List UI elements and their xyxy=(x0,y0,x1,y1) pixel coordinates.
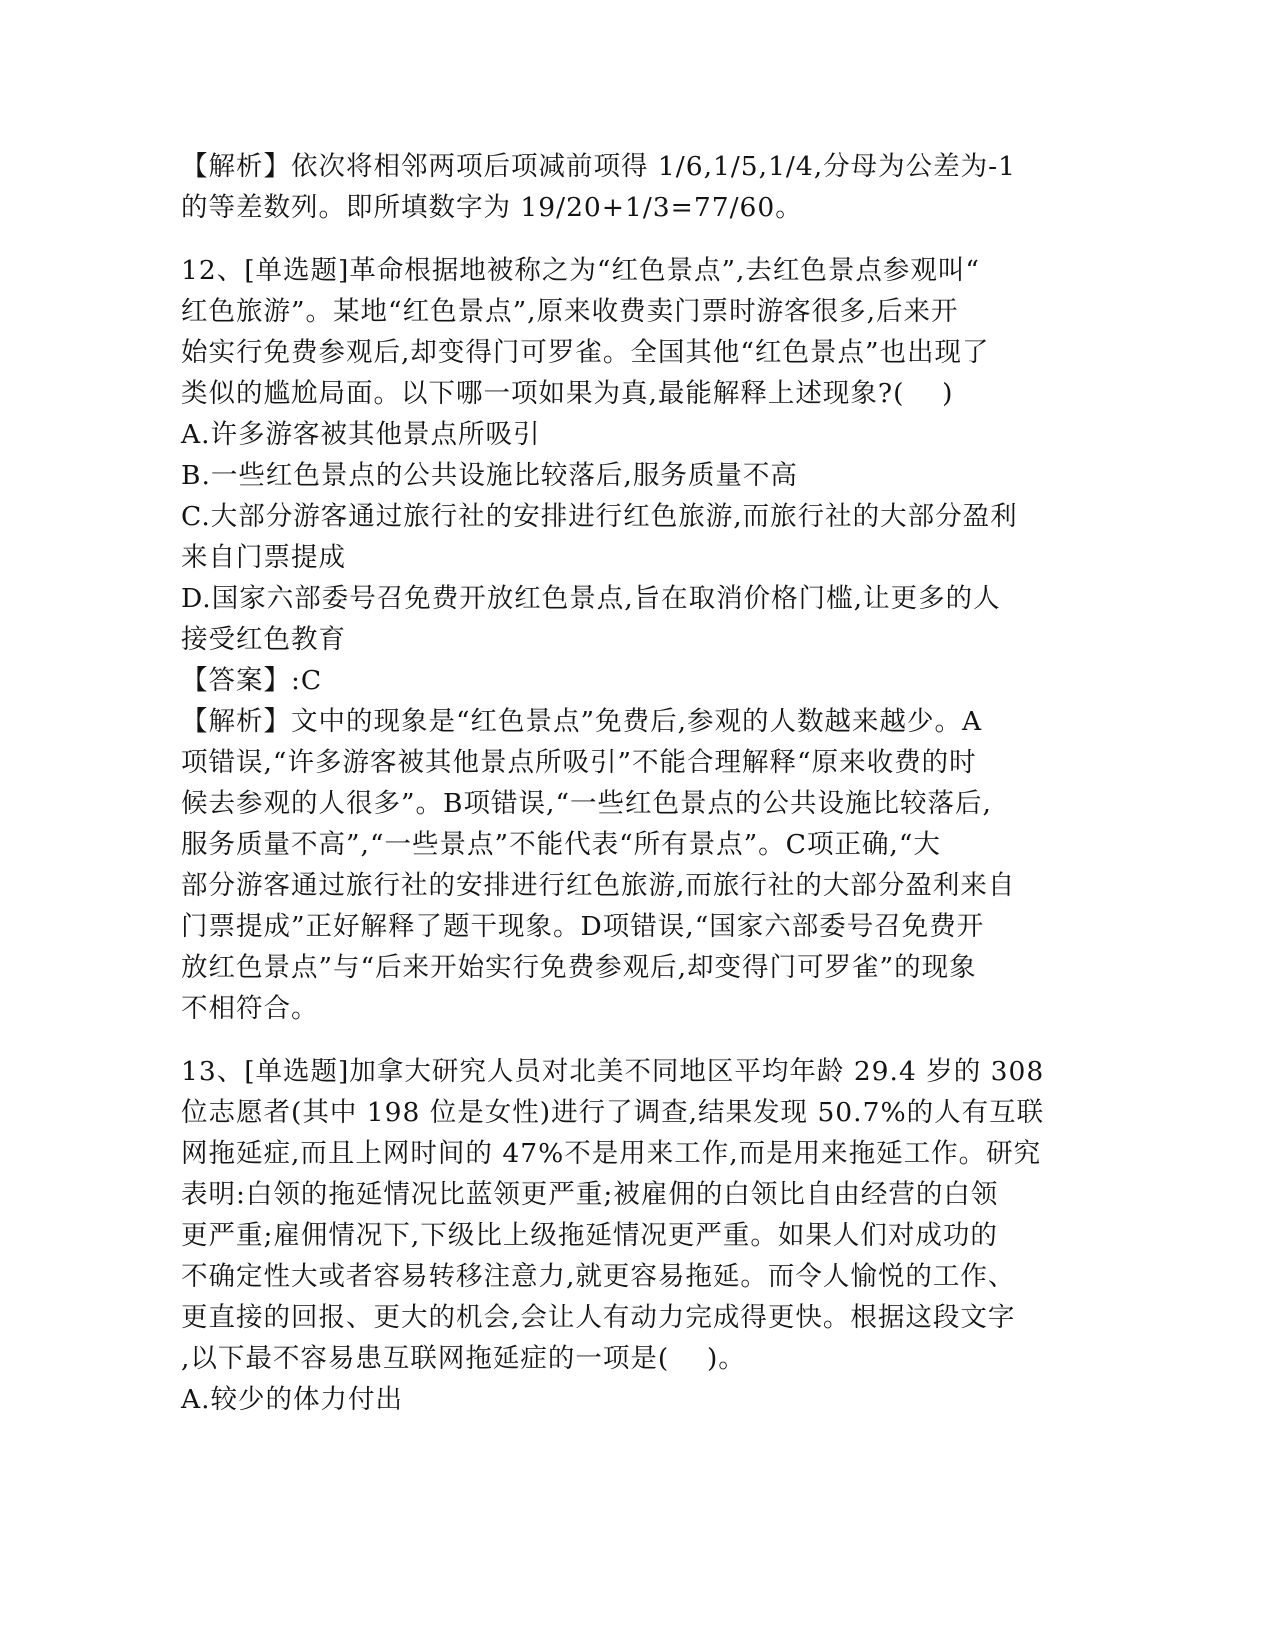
text-line: 表明:白领的拖延情况比蓝领更严重;被雇佣的白领比自由经营的白领 xyxy=(181,1179,999,1210)
text-line: 12、[单选题]革命根据地被称之为“红色景点”,去红色景点参观叫“ xyxy=(181,255,980,286)
question-13 xyxy=(181,1051,1075,1420)
text-line: 放红色景点”与“后来开始实行免费参观后,却变得门可罗雀”的现象 xyxy=(181,952,977,983)
text-line: C.大部分游客通过旅行社的安排进行红色旅游,而旅行社的大部分盈利 xyxy=(181,501,1018,532)
text-line: 不相符合。 xyxy=(181,993,319,1024)
text-line: 位志愿者(其中 198 位是女性)进行了调查,结果发现 50.7%的人有互联 xyxy=(181,1097,1045,1128)
text-line: 【解析】文中的现象是“红色景点”免费后,参观的人数越来越少。A xyxy=(181,706,983,737)
text-line: 网拖延症,而且上网时间的 47%不是用来工作,而是用来拖延工作。研究 xyxy=(181,1138,1042,1169)
text-line: A.较少的体力付出 xyxy=(181,1384,404,1415)
text-line: 候去参观的人很多”。B项错误,“一些红色景点的公共设施比较落后, xyxy=(181,788,992,819)
text-line: 的等差数列。即所填数字为 19/20+1/3=77/60。 xyxy=(181,192,803,223)
text-line: 接受红色教育 xyxy=(181,624,346,655)
text-line: 不确定性大或者容易转移注意力,就更容易拖延。而令人愉悦的工作、 xyxy=(181,1261,1016,1292)
question-12-analysis xyxy=(181,701,1075,1029)
paragraph-gap xyxy=(181,228,1075,250)
question-12-option-a xyxy=(181,414,1075,455)
text-line: 始实行免费参观后,却变得门可罗雀。全国其他“红色景点”也出现了 xyxy=(181,337,990,368)
text-line: 【答案】:C xyxy=(181,665,323,696)
question-12-option-d xyxy=(181,578,1075,660)
question-12-option-c xyxy=(181,496,1075,578)
previous-analysis xyxy=(181,146,1075,228)
question-12-answer xyxy=(181,660,1075,701)
text-line: 13、[单选题]加拿大研究人员对北美不同地区平均年龄 29.4 岁的 308 xyxy=(181,1056,1045,1087)
text-line: A.许多游客被其他景点所吸引 xyxy=(181,419,541,450)
question-12 xyxy=(181,250,1075,1029)
text-line: 服务质量不高”,“一些景点”不能代表“所有景点”。C项正确,“大 xyxy=(181,829,941,860)
text-line: D.国家六部委号召免费开放红色景点,旨在取消价格门槛,让更多的人 xyxy=(181,583,1001,614)
text-line: 门票提成”正好解释了题干现象。D项错误,“国家六部委号召免费开 xyxy=(181,911,985,942)
text-line: 部分游客通过旅行社的安排进行红色旅游,而旅行社的大部分盈利来自 xyxy=(181,870,1016,901)
paragraph-gap xyxy=(181,1029,1075,1051)
text-line: 【解析】依次将相邻两项后项减前项得 1/6,1/5,1/4,分母为公差为-1 xyxy=(181,151,1016,182)
text-line: ,以下最不容易患互联网拖延症的一项是( )。 xyxy=(181,1343,746,1374)
question-12-stem xyxy=(181,250,1075,414)
text-line: B.一些红色景点的公共设施比较落后,服务质量不高 xyxy=(181,460,798,491)
text-line: 红色旅游”。某地“红色景点”,原来收费卖门票时游客很多,后来开 xyxy=(181,296,959,327)
text-line: 更严重;雇佣情况下,下级比上级拖延情况更严重。如果人们对成功的 xyxy=(181,1220,998,1251)
question-13-option-a xyxy=(181,1379,1075,1420)
text-line: 类似的尴尬局面。以下哪一项如果为真,最能解释上述现象?( ) xyxy=(181,378,954,409)
question-12-option-b xyxy=(181,455,1075,496)
text-line: 更直接的回报、更大的机会,会让人有动力完成得更快。根据这段文字 xyxy=(181,1302,1016,1333)
question-13-stem xyxy=(181,1051,1075,1379)
text-line: 项错误,“许多游客被其他景点所吸引”不能合理解释“原来收费的时 xyxy=(181,747,977,778)
text-line: 来自门票提成 xyxy=(181,542,346,573)
